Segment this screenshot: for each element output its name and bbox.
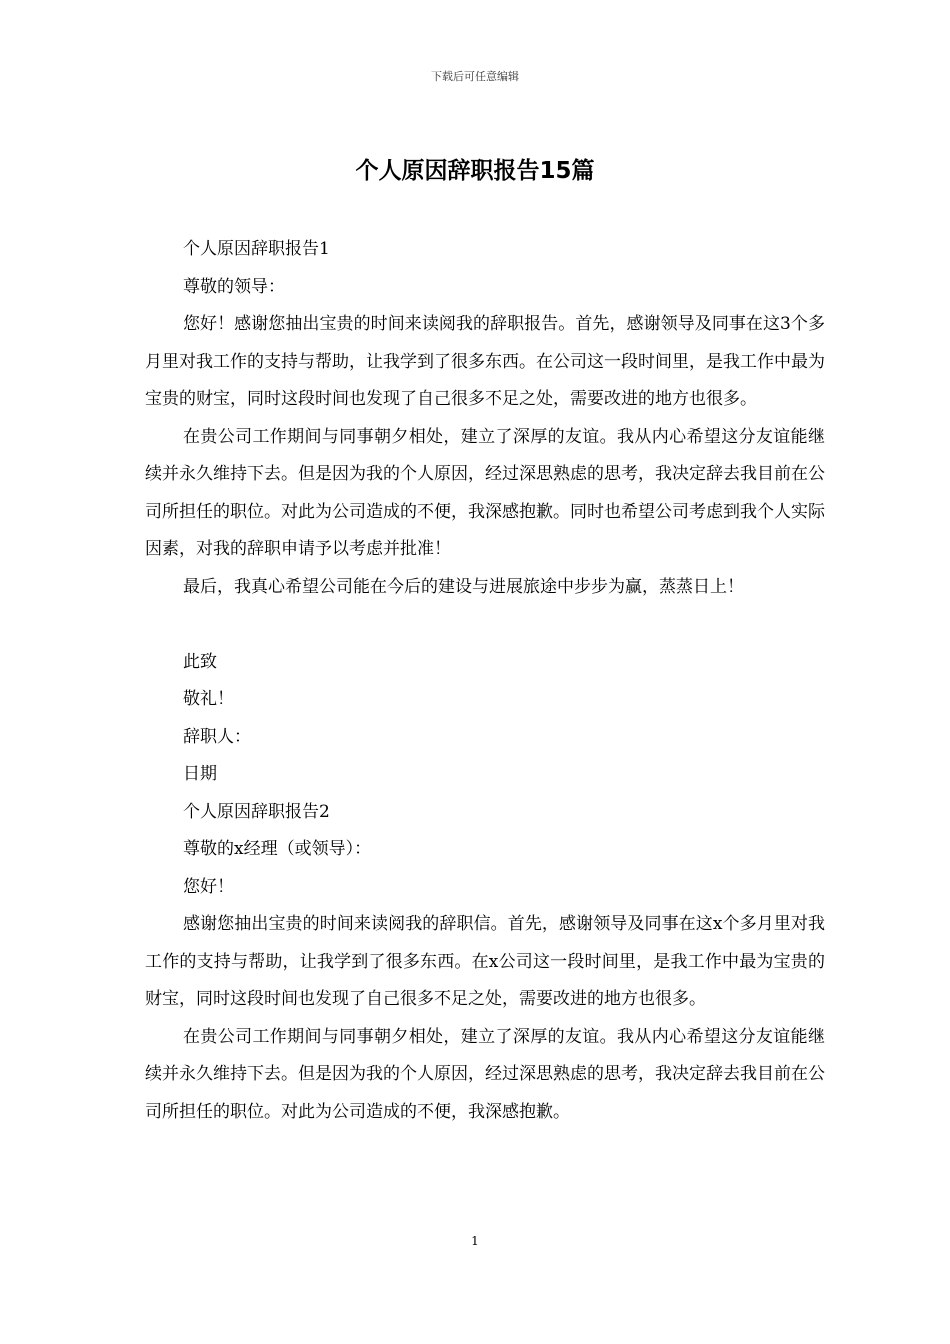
- greeting: 您好！: [183, 876, 234, 897]
- body-paragraph: 最后，我真心希望公司能在今后的建设与进展旅途中步步为赢，蒸蒸日上！: [183, 576, 744, 597]
- body-paragraph: 在贵公司工作期间与同事朝夕相处，建立了深厚的友谊。我从内心希望这分友谊能继续并永久维持下去。但是因为我的个人原因，经过深思熟虑的思考，我决定辞去我目前在公司所担任的职位。对此为公司造成的不便，我深感抱歉。同时也希望公司考虑到我个人实际因素，对我的辞职申请予以考虑并批准！: [145, 426, 825, 559]
- body-paragraph: 您好！感谢您抽出宝贵的时间来读阅我的辞职报告。首先，感谢领导及同事在这3个多月里对我工作的支持与帮助，让我学到了很多东西。在公司这一段时间里，是我工作中最为宝贵的财宝，同时这段时间也发现了自己很多不足之处，需要改进的地方也很多。: [145, 314, 825, 409]
- closing-line: 敬礼！: [183, 689, 234, 709]
- date-line: 日期: [183, 764, 217, 784]
- salutation: 尊敬的x经理（或领导）：: [183, 839, 372, 859]
- body-paragraph: 感谢您抽出宝贵的时间来读阅我的辞职信。首先，感谢领导及同事在这x个多月里对我工作的支持与帮助，让我学到了很多东西。在x公司这一段时间里，是我工作中最为宝贵的财宝，同时这段时间也发现了自己很多不足之处，需要改进的地方也很多。: [145, 914, 825, 1009]
- signature-line: 辞职人：: [183, 726, 251, 747]
- body-paragraph: 在贵公司工作期间与同事朝夕相处，建立了深厚的友谊。我从内心希望这分友谊能继续并永久维持下去。但是因为我的个人原因，经过深思熟虑的思考，我决定辞去我目前在公司所担任的职位。对此为公司造成的不便，我深感抱歉。: [145, 1026, 825, 1122]
- salutation: 尊敬的领导：: [183, 276, 285, 297]
- section-heading: 个人原因辞职报告1: [183, 239, 330, 259]
- blank-line: [145, 606, 825, 644]
- section-heading: 个人原因辞职报告2: [183, 801, 330, 822]
- page-number: 1: [471, 1234, 479, 1248]
- header-note: 下载后可任意编辑: [431, 70, 519, 83]
- closing-line: 此致: [183, 651, 217, 672]
- document-title: 个人原因辞职报告15篇: [355, 158, 595, 184]
- document-body: [145, 231, 825, 1131]
